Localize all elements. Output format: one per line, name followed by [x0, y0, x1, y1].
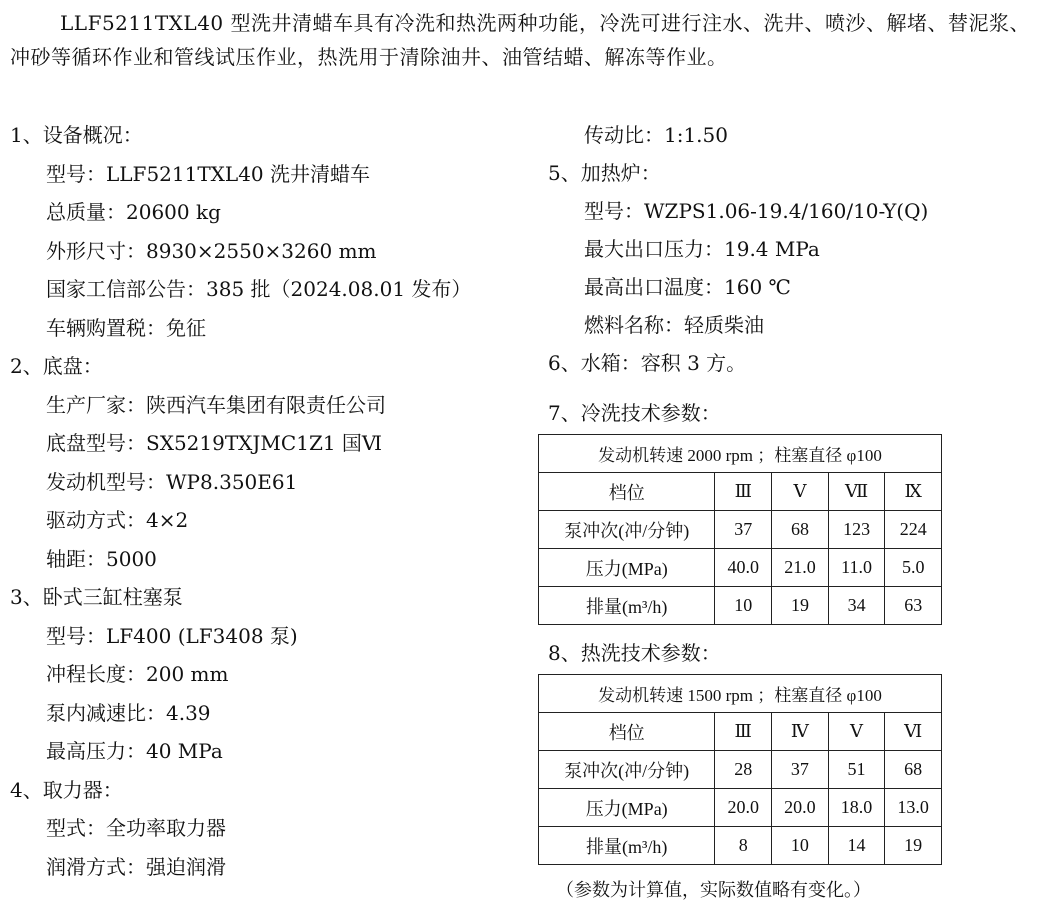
table-cell: 63: [885, 587, 942, 625]
table-row: [539, 827, 942, 865]
table-cell: 5.0: [885, 549, 942, 587]
section-heading: 2、底盘：: [10, 354, 103, 378]
table-cell: 28: [715, 751, 772, 789]
cold-wash-heading: 7、冷洗技术参数：: [548, 401, 721, 425]
table-cell: Ⅵ: [885, 713, 942, 751]
spec-line: 总质量：20600 kg: [46, 200, 221, 224]
table-cell: 19: [885, 827, 942, 865]
table-cell: 37: [715, 511, 772, 549]
section-heading: 3、卧式三缸柱塞泵: [10, 585, 183, 609]
row-label: 档位: [539, 713, 715, 751]
spec-line: 燃料名称：轻质柴油: [584, 313, 764, 337]
table-cell: 10: [715, 587, 772, 625]
table-row: [539, 473, 942, 511]
table-cell: 68: [885, 751, 942, 789]
table-row: [539, 713, 942, 751]
table-caption-row: [539, 675, 942, 713]
left-column: [10, 116, 540, 886]
table-cell: 37: [772, 751, 829, 789]
row-label: 压力(MPa): [539, 549, 715, 587]
table-cell: Ⅸ: [885, 473, 942, 511]
section-heading: 5、加热炉：: [548, 161, 661, 185]
cold-wash-table: [538, 434, 942, 625]
row-label: 泵冲次(冲/分钟): [539, 751, 715, 789]
table-cell: 224: [885, 511, 942, 549]
spec-line: 生产厂家：陕西汽车集团有限责任公司: [46, 392, 386, 417]
spec-line: 国家工信部公告：385 批（2024.08.01 发布）: [46, 277, 472, 301]
spec-line: 驱动方式：4×2: [46, 508, 189, 532]
section-heading: 6、水箱：容积 3 方。: [548, 351, 747, 375]
table-cell: 20.0: [715, 789, 772, 827]
intro-text: LLF5211TXL40 型洗井清蜡车具有冷洗和热洗两种功能，冷洗可进行注水、洗井、喷沙、解堵、替泥浆、冲砂等循环作业和管线试压作业，热洗用于清除油井、油管结蜡、解冻等作业。: [10, 11, 1031, 69]
spec-line: 外形尺寸：8930×2550×3260 mm: [46, 238, 377, 263]
table-cell: 123: [828, 511, 885, 549]
hot-wash-table: [538, 674, 942, 865]
table-cell: 8: [715, 827, 772, 865]
table-cell: Ⅴ: [828, 713, 885, 751]
table-row: [539, 587, 942, 625]
table-cell: 19: [772, 587, 829, 625]
spec-line: 最高出口温度：160 ℃: [584, 275, 791, 299]
table-cell: 13.0: [885, 789, 942, 827]
spec-line: 型号：LLF5211TXL40 洗井清蜡车: [46, 161, 371, 186]
table-cell: Ⅲ: [715, 473, 772, 511]
table-cell: Ⅶ: [828, 473, 885, 511]
row-label: 泵冲次(冲/分钟): [539, 511, 715, 549]
row-label: 压力(MPa): [539, 789, 715, 827]
table-row: [539, 549, 942, 587]
section-heading: 1、设备概况：: [10, 123, 143, 147]
table-cell: Ⅴ: [772, 473, 829, 511]
table-cell: 14: [828, 827, 885, 865]
spec-line: 型号：LF400 (LF3408 泵): [46, 623, 298, 648]
spec-line: 最高压力：40 MPa: [46, 739, 223, 763]
table-caption: 发动机转速 1500 rpm ；柱塞直径 φ100: [539, 675, 942, 713]
table-cell: 11.0: [828, 549, 885, 587]
section-heading: 4、取力器：: [10, 777, 123, 802]
spec-line: 型号：WZPS1.06-19.4/160/10-Y(Q): [584, 199, 929, 223]
spec-line: 泵内减速比：4.39: [46, 700, 211, 725]
table-cell: 18.0: [828, 789, 885, 827]
table-cell: Ⅲ: [715, 713, 772, 751]
right-column: [548, 116, 1048, 382]
table-cell: 21.0: [772, 549, 829, 587]
table-caption-row: [539, 435, 942, 473]
table-row: [539, 751, 942, 789]
table-cell: Ⅳ: [772, 713, 829, 751]
table-cell: 40.0: [715, 549, 772, 587]
spec-line: 冲程长度：200 mm: [46, 662, 229, 686]
footnote: （参数为计算值，实际数值略有变化。）: [556, 880, 871, 901]
table-row: [539, 511, 942, 549]
spec-line: 发动机型号：WP8.350E61: [46, 469, 298, 494]
spec-line: 轴距：5000: [46, 546, 157, 571]
intro-paragraph: [10, 6, 1050, 74]
row-label: 档位: [539, 473, 715, 511]
spec-line: 润滑方式：强迫润滑: [46, 854, 226, 879]
spec-line: 最大出口压力：19.4 MPa: [584, 237, 820, 261]
table-cell: 34: [828, 587, 885, 625]
hot-wash-heading: 8、热洗技术参数：: [548, 641, 721, 665]
spec-line: 底盘型号：SX5219TXJMC1Z1 国Ⅵ: [46, 431, 383, 455]
table-cell: 20.0: [772, 789, 829, 827]
spec-line: 车辆购置税：免征: [46, 315, 206, 340]
table-row: [539, 789, 942, 827]
spec-line: 传动比：1:1.50: [584, 123, 728, 147]
table-cell: 68: [772, 511, 829, 549]
table-cell: 10: [772, 827, 829, 865]
spec-line: 型式：全功率取力器: [46, 816, 226, 840]
table-caption: 发动机转速 2000 rpm ；柱塞直径 φ100: [539, 435, 942, 473]
row-label: 排量(m³/h): [539, 587, 715, 625]
row-label: 排量(m³/h): [539, 827, 715, 865]
table-cell: 51: [828, 751, 885, 789]
